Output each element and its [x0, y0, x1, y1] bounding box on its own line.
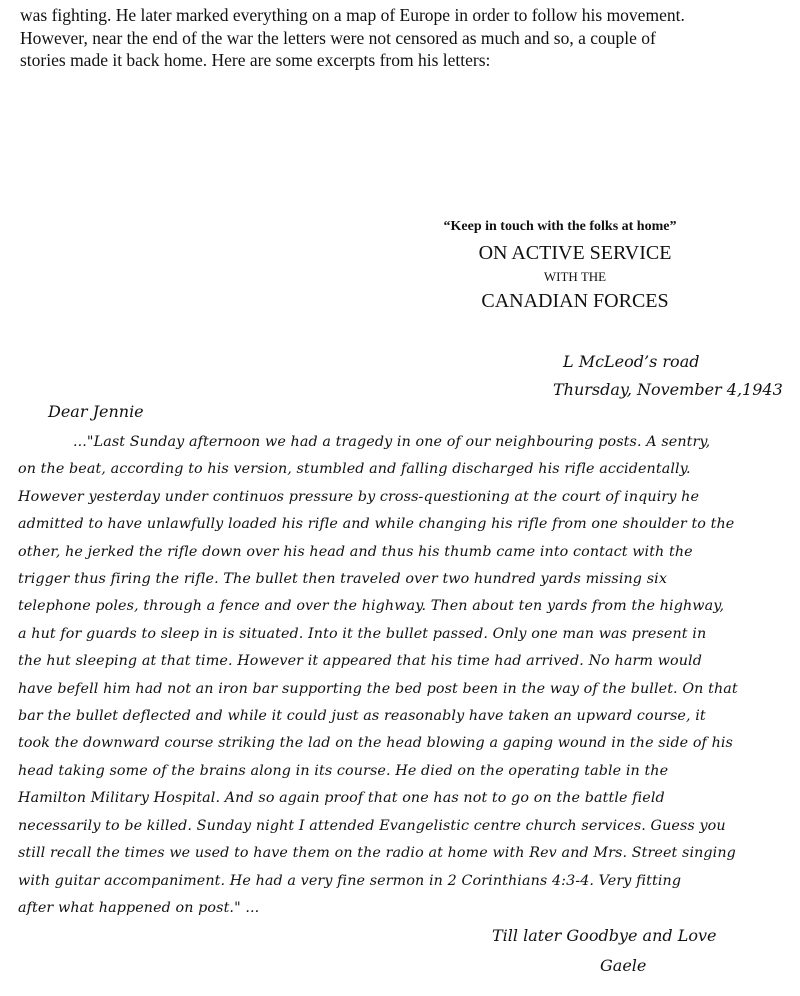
letter-body-line: head taking some of the brains along in its course. He died on the operating table in the: [18, 762, 669, 779]
letter-location: L McLeod’s road: [563, 352, 700, 371]
intro-line-1: was fighting. He later marked everything on a map of Europe in order to follow his movement.: [20, 5, 685, 25]
letter-closing: Till later Goodbye and Love: [492, 926, 717, 945]
letter-body-line: took the downward course striking the lad on the head blowing a gaping wound in the side of his: [18, 735, 733, 752]
letterhead-forces: CANADIAN FORCES: [481, 290, 669, 312]
letter-signature: Gaele: [600, 956, 647, 975]
intro-line-3: stories made it back home. Here are some excerpts from his letters:: [20, 50, 491, 70]
intro-line-2: However, near the end of the war the letters were not censored as much and so, a couple of: [20, 27, 656, 48]
letter-date: Thursday, November 4,1943: [553, 380, 783, 399]
letter-body: [18, 429, 788, 922]
letter-body-line: However yesterday under continuos pressure by cross-questioning at the court of inquiry he: [18, 488, 700, 505]
letter-body-line: other, he jerked the rifle down over his head and thus his thumb came into contact with the: [18, 543, 693, 560]
letter-body-line: a hut for guards to sleep in is situated. Into it the bullet passed. Only one man was present in: [18, 625, 707, 642]
letter-closing-block: [492, 921, 716, 981]
letter-heading: [553, 348, 793, 404]
letterhead-title: ON ACTIVE SERVICE: [478, 242, 672, 264]
letter-body-line: telephone poles, through a fence and over the highway. Then about ten yards from the highway,: [18, 598, 725, 615]
letter-salutation: Dear Jennie: [48, 402, 144, 421]
letter-body-line: necessarily to be killed. Sunday night I attended Evangelistic centre church services. Guess you: [18, 817, 726, 834]
letter-body-line: on the beat, according to his version, stumbled and falling discharged his rifle accidentally.: [18, 461, 691, 478]
letter-body-line: still recall the times we used to have them on the radio at home with Rev and Mrs. Street singing: [18, 845, 736, 862]
letter-body-line: trigger thus firing the rifle. The bullet then traveled over two hundred yards missing six: [18, 571, 667, 588]
letter-body-line: after what happened on post." ...: [18, 899, 260, 916]
letter-body-line: have befell him had not an iron bar supporting the bed post been in the way of the bullet. On that: [18, 680, 738, 697]
letter-body-line: ..."Last Sunday afternoon we had a tragedy in one of our neighbouring posts. A sentry,: [73, 434, 711, 450]
letter-body-line: Hamilton Military Hospital. And so again proof that one has not to go on the battle field: [18, 790, 665, 807]
letter-body-line: with guitar accompaniment. He had a very fine sermon in 2 Corinthians 4:3-4. Very fitting: [18, 872, 682, 889]
letter-body-line: admitted to have unlawfully loaded his rifle and while changing his rifle from one shoulder to the: [18, 516, 735, 533]
letter-body-line: bar the bullet deflected and while it could just as reasonably have taken an upward course, it: [18, 708, 706, 725]
letterhead: [410, 217, 740, 315]
letterhead-subtitle: WITH THE: [543, 269, 607, 284]
letter-body-line: the hut sleeping at that time. However it appeared that his time had arrived. No harm would: [18, 653, 702, 670]
letterhead-tagline: “Keep in touch with the folks at home”: [443, 219, 677, 234]
intro-paragraph: [20, 4, 790, 72]
